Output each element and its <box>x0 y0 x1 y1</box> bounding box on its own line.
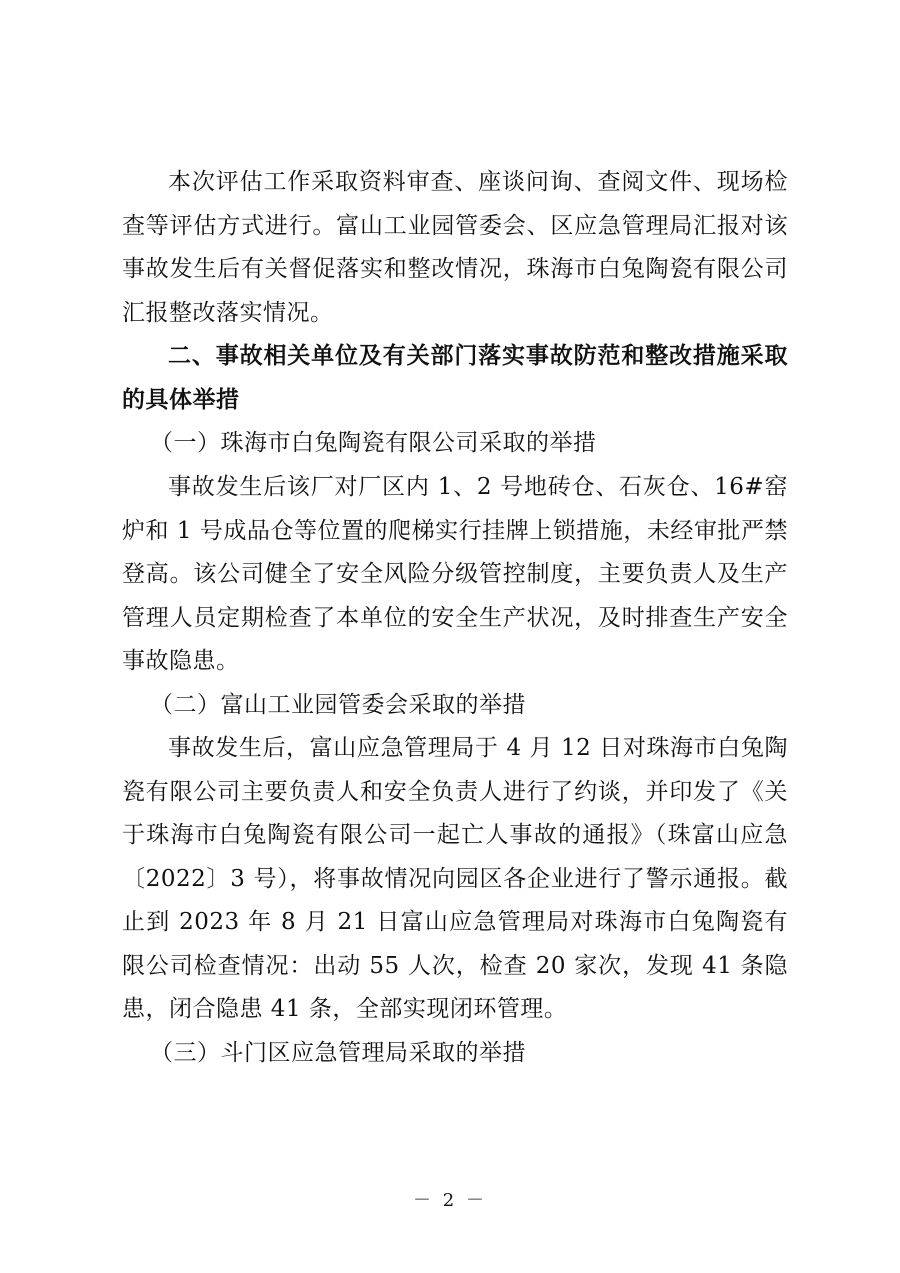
subsection-3-heading: （三）斗门区应急管理局采取的举措 <box>150 1040 526 1066</box>
page-number: － 2 － <box>413 1190 487 1211</box>
subsection-2-paragraph: 事故发生后，富山应急管理局于 4 月 12 日对珠海市白兔陶瓷有限公司主要负责人和安全负责人进行了约谈，并印发了《关于珠海市白兔陶瓷有限公司一起亡人事故的通报》（珠富山应急〔2022〕3 号），将事故情况向园区各企业进行了警示通报。截止到 2023 年 8 月 21 日富山应急管理局对珠海市白兔陶瓷有限公司检查情况：出动 55 人次，检查 20 家次，发现 41 条隐患，闭合隐患 41 条，全部实现闭环管理。 <box>122 735 788 1022</box>
section-heading: 二、事故相关单位及有关部门落实事故防范和整改措施采取的具体举措 <box>122 343 788 413</box>
subsection-2-heading: （二）富山工业园管委会采取的举措 <box>150 692 526 718</box>
intro-paragraph: 本次评估工作采取资料审查、座谈问询、查阅文件、现场检查等评估方式进行。富山工业园管委会、区应急管理局汇报对该事故发生后有关督促落实和整改情况，珠海市白兔陶瓷有限公司汇报整改落实情况。 <box>122 169 788 326</box>
subsection-1-paragraph: 事故发生后该厂对厂区内 1、2 号地砖仓、石灰仓、16#窑炉和 1 号成品仓等位置的爬梯实行挂牌上锁措施，未经审批严禁登高。该公司健全了安全风险分级管控制度，主要负责人及生产管理人员定期检查了本单位的安全生产状况，及时排查生产安全事故隐患。 <box>122 474 788 674</box>
subsection-1-heading: （一）珠海市白兔陶瓷有限公司采取的举措 <box>150 430 597 456</box>
